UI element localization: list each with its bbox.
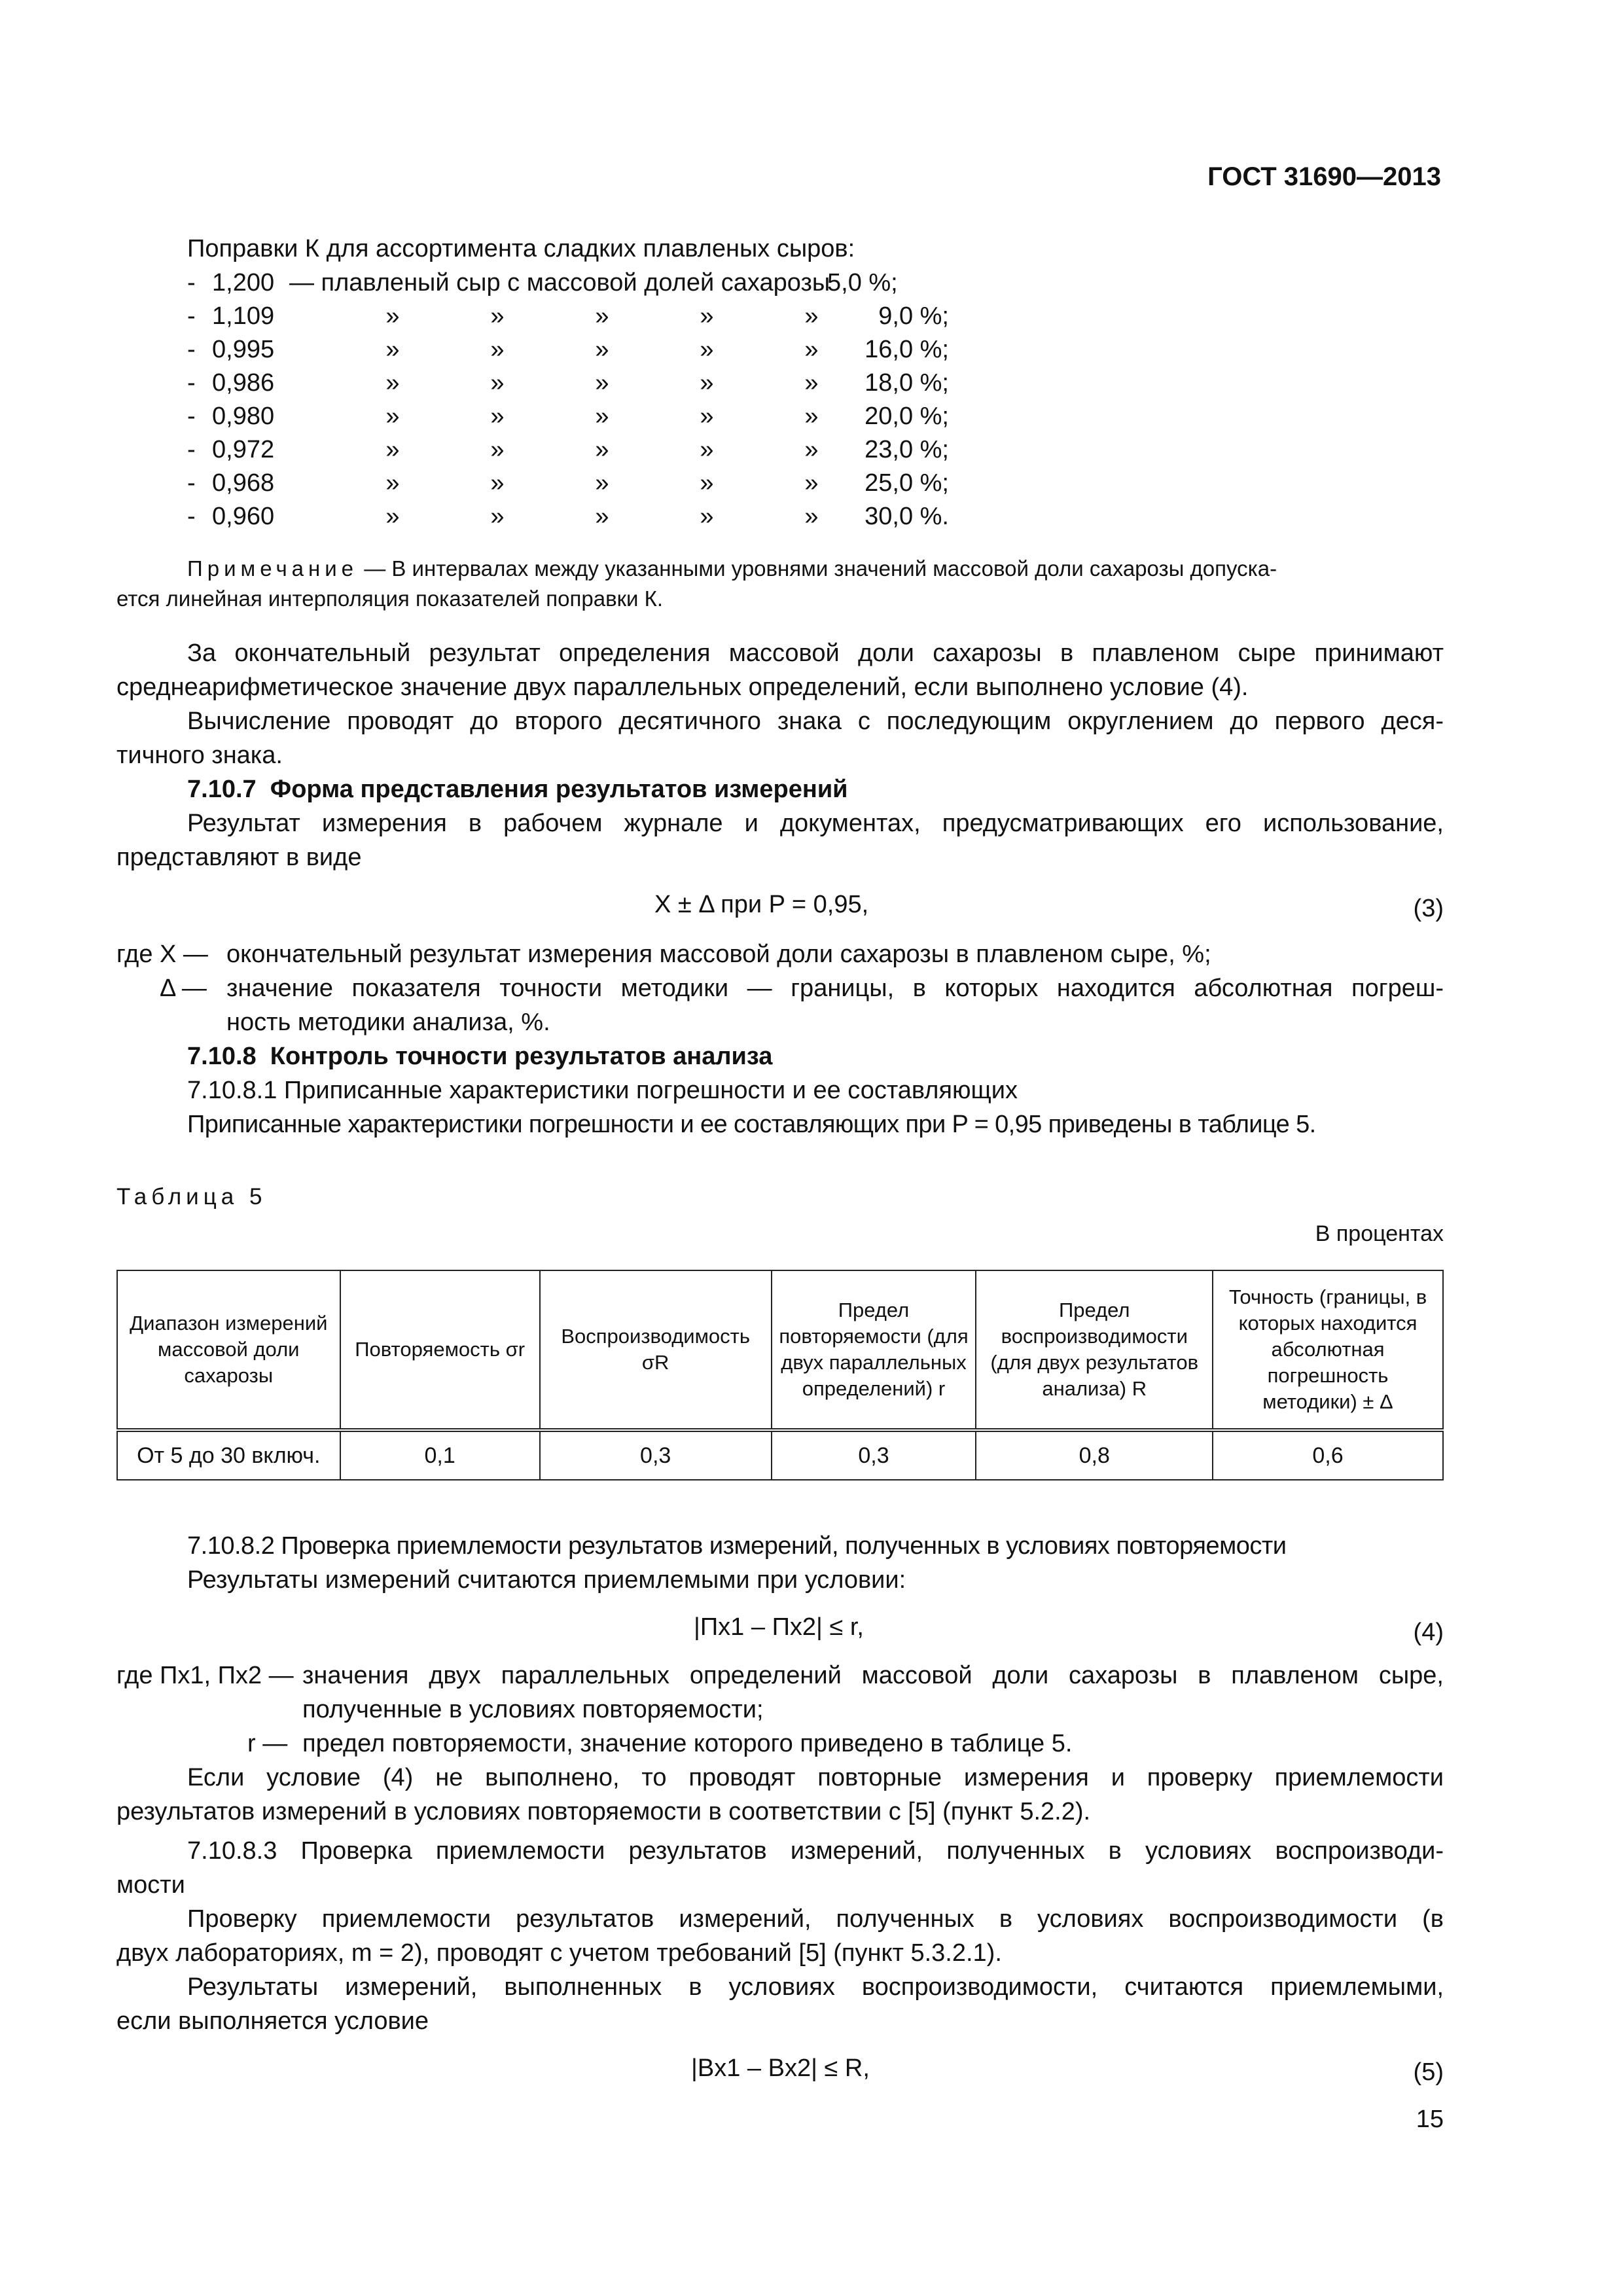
ditto-mark: »: [700, 503, 714, 530]
table-cell: 0,8: [976, 1430, 1213, 1480]
ditto-mark: »: [804, 403, 819, 430]
ditto-mark: »: [700, 302, 714, 330]
list-dash: -: [187, 269, 196, 296]
correction-value: 1,200: [212, 269, 275, 296]
section-number: 7.10.8: [187, 1043, 257, 1070]
where-delta-line1: значение показателя точности методики — границы, в которых находится абсолютная погреш-: [226, 975, 1444, 1002]
list-item: [0, 266, 1623, 300]
ditto-mark: »: [804, 302, 819, 330]
section-number: 7.10.7: [187, 776, 257, 803]
ditto-mark: »: [804, 436, 819, 463]
ditto-mark: »: [595, 403, 609, 430]
ditto-mark: »: [490, 336, 505, 363]
ditto-mark: »: [804, 503, 819, 530]
ditto-mark: »: [595, 436, 609, 463]
correction-value: 0,995: [212, 336, 275, 363]
table-header-row: [117, 1270, 1443, 1430]
where-r-text: предел повторяемости, значение которого приведено в таблице 5.: [302, 1730, 1073, 1757]
para-final-line1: За окончательный результат определения массовой доли сахарозы в плавленом сыре принимают: [187, 639, 1444, 667]
ditto-mark: »: [490, 469, 505, 497]
list-dash: -: [187, 369, 196, 397]
ditto-mark: »: [490, 302, 505, 330]
formula-4: |Пx1 – Пx2| ≤ r,: [694, 1613, 864, 1641]
correction-percent: 25,0 %;: [865, 469, 949, 497]
ditto-mark: »: [490, 503, 505, 530]
table-header-cell: Диапазон измерений массовой доли сахарозы: [117, 1270, 340, 1430]
section-7-10-7-heading: [187, 772, 848, 806]
where-p-line1: значения двух параллельных определений массовой доли сахарозы в плавленом сыре,: [302, 1662, 1444, 1689]
correction-percent: 16,0 %;: [865, 336, 949, 363]
list-item: [0, 332, 1623, 367]
list-item: [0, 399, 1623, 433]
subsection-7-10-8-1: 7.10.8.1 Приписанные характеристики погрешности и ее составляющих: [187, 1077, 1018, 1104]
where-x-text: окончательный результат измерения массовой доли сахарозы в плавленом сыре, %;: [226, 941, 1211, 968]
correction-percent: 5,0 %;: [827, 269, 898, 296]
correction-value: 1,109: [212, 302, 275, 330]
page-number: 15: [1416, 2106, 1444, 2133]
note-line2: ется линейная интерполяция показателей поправки К.: [116, 586, 664, 611]
ditto-mark: »: [490, 403, 505, 430]
table-row: [117, 1430, 1443, 1480]
formula-3: X ± Δ при P = 0,95,: [654, 891, 869, 918]
p1-line1: Проверку приемлемости результатов измерений, полученных в условиях воспроизводимости (в: [187, 1905, 1444, 1933]
ditto-mark: »: [804, 469, 819, 497]
ditto-mark: »: [385, 469, 400, 497]
condition-line1: Если условие (4) не выполнено, то проводят повторные измерения и проверку приемлемости: [187, 1764, 1444, 1791]
table-header-cell: Точность (границы, в которых находится абсолютная погрешность методики) ± Δ: [1213, 1270, 1443, 1430]
ditto-mark: »: [804, 369, 819, 397]
ditto-mark: »: [595, 302, 609, 330]
ditto-mark: »: [385, 503, 400, 530]
correction-value: 0,986: [212, 369, 275, 397]
p2-line2: если выполняется условие: [116, 2007, 429, 2035]
list-item: [0, 499, 1623, 533]
table-cell: 0,6: [1213, 1430, 1443, 1480]
correction-percent: 18,0 %;: [865, 369, 949, 397]
table-cell: 0,3: [540, 1430, 772, 1480]
correction-value: 0,960: [212, 503, 275, 530]
note: [187, 554, 1444, 584]
subsection-7-10-8-3-line2: мости: [116, 1871, 185, 1899]
where-r-lead: r —: [247, 1730, 288, 1757]
table-header-cell: Предел повторяемости (для двух параллельных определений) r: [772, 1270, 976, 1430]
where-p-line2: полученные в условиях повторяемости;: [302, 1696, 764, 1723]
list-item: [0, 299, 1623, 333]
p1-line2: двух лабораториях, m = 2), проводят с учетом требований [5] (пункт 5.3.2.1).: [116, 1939, 1002, 1967]
note-label: Примечание: [187, 556, 359, 581]
correction-percent: 20,0 %;: [865, 403, 949, 430]
list-dash: -: [187, 469, 196, 497]
ditto-mark: »: [595, 336, 609, 363]
section-title: Форма представления результатов измерений: [270, 776, 848, 803]
section-7-10-7-line1: Результат измерения в рабочем журнале и документах, предусматривающих его использование,: [187, 810, 1444, 837]
ditto-mark: »: [700, 469, 714, 497]
table-5: [116, 1270, 1444, 1480]
ditto-mark: »: [700, 436, 714, 463]
ditto-mark: »: [385, 302, 400, 330]
ditto-mark: »: [595, 369, 609, 397]
section-7-10-7-line2: представляют в виде: [116, 844, 362, 871]
correction-percent: 30,0 %.: [865, 503, 949, 530]
standard-code: ГОСТ 31690—2013: [1207, 162, 1441, 191]
ditto-mark: »: [385, 436, 400, 463]
correction-value: 0,968: [212, 469, 275, 497]
correction-percent: 23,0 %;: [865, 436, 949, 463]
ditto-mark: »: [490, 436, 505, 463]
ditto-mark: »: [595, 469, 609, 497]
table-cell: От 5 до 30 включ.: [117, 1430, 340, 1480]
formula-5-number: (5): [1413, 2058, 1444, 2086]
table-cell: 0,1: [340, 1430, 540, 1480]
table-header-cell: Воспроизводимость σR: [540, 1270, 772, 1430]
formula-4-number: (4): [1413, 1619, 1444, 1646]
ditto-mark: »: [385, 336, 400, 363]
ditto-mark: »: [385, 369, 400, 397]
correction-percent: 9,0 %;: [878, 302, 949, 330]
ditto-mark: »: [490, 369, 505, 397]
list-dash: -: [187, 336, 196, 363]
where-x-lead: где X —: [116, 941, 208, 968]
formula-3-number: (3): [1413, 895, 1444, 922]
where-p-lead: где Пx1, Пx2 —: [116, 1662, 294, 1689]
section-7-10-8-heading: [187, 1039, 772, 1073]
subsection-7-10-8-3-line1: 7.10.8.3 Проверка приемлемости результатов измерений, полученных в условиях воспроизводи-: [187, 1837, 1444, 1865]
list-item: [0, 466, 1623, 500]
table-header-cell: Повторяемость σr: [340, 1270, 540, 1430]
subsection-7-10-8-1-text: Приписанные характеристики погрешности и ее составляющих при P = 0,95 приведены в таблице 5.: [187, 1111, 1316, 1138]
condition-line2: результатов измерений в условиях повторяемости в соответствии с [5] (пункт 5.2.2).: [116, 1798, 1091, 1825]
subsection-7-10-8-2: 7.10.8.2 Проверка приемлемости результатов измерений, полученных в условиях повторяемости: [187, 1532, 1287, 1560]
ditto-mark: »: [804, 336, 819, 363]
formula-5: |Bx1 – Bx2| ≤ R,: [691, 2054, 870, 2082]
table-header-cell: Предел воспроизводимости (для двух результатов анализа) R: [976, 1270, 1213, 1430]
list-item: [0, 366, 1623, 400]
where-delta-lead: Δ —: [160, 975, 207, 1002]
ditto-mark: »: [385, 403, 400, 430]
where-delta-line2: ность методики анализа, %.: [226, 1009, 550, 1036]
table-units: В процентах: [1315, 1221, 1444, 1246]
corrections-intro: Поправки К для ассортимента сладких плавленых сыров:: [187, 235, 855, 262]
p2-line1: Результаты измерений, выполненных в условиях воспроизводимости, считаются приемлемыми,: [187, 1973, 1444, 2001]
list-dash: -: [187, 436, 196, 463]
para-calc-line2: тичного знака.: [116, 742, 283, 769]
ditto-mark: »: [700, 369, 714, 397]
section-title: Контроль точности результатов анализа: [270, 1043, 773, 1070]
ditto-mark: »: [700, 403, 714, 430]
note-line1: — В интервалах между указанными уровнями значений массовой доли сахарозы допуска-: [364, 556, 1277, 581]
correction-value: 0,972: [212, 436, 275, 463]
para-calc-line1: Вычисление проводят до второго десятичного знака с последующим округлением до первого деся-: [187, 708, 1444, 735]
ditto-mark: »: [700, 336, 714, 363]
table-cell: 0,3: [772, 1430, 976, 1480]
correction-value: 0,980: [212, 403, 275, 430]
para-final-line2: среднеарифметическое значение двух параллельных определений, если выполнено условие (4).: [116, 673, 1249, 701]
correction-description: — плавленый сыр с массовой долей сахарозы: [289, 269, 830, 296]
ditto-mark: »: [595, 503, 609, 530]
list-dash: -: [187, 503, 196, 530]
list-dash: -: [187, 302, 196, 330]
list-item: [0, 433, 1623, 467]
list-dash: -: [187, 403, 196, 430]
subsection-7-10-8-2-text: Результаты измерений считаются приемлемыми при условии:: [187, 1566, 906, 1594]
table-caption: Таблица 5: [116, 1184, 267, 1210]
